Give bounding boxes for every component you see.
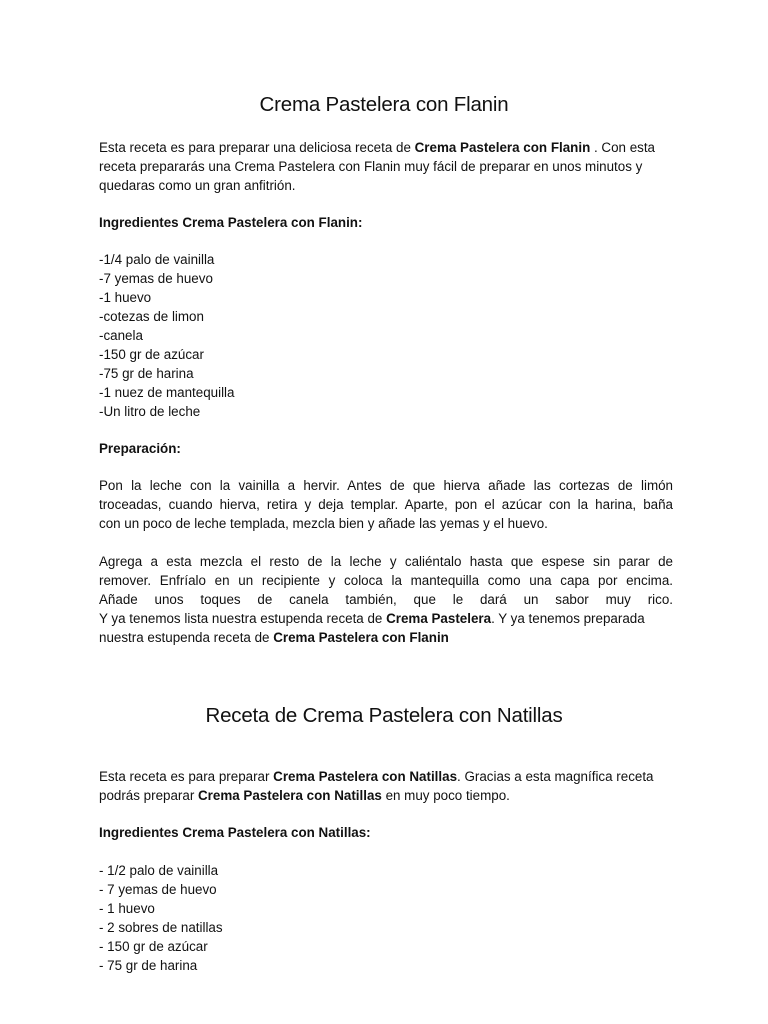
- recipe-1-intro: [99, 138, 673, 195]
- ingredient-item: - 1 huevo: [99, 901, 155, 916]
- ingredient-item: -canela: [99, 328, 143, 343]
- recipe-2-intro-line-2: podrás preparar Crema Pastelera con Natillas en muy poco tiempo.: [99, 788, 510, 803]
- ingredient-item: - 7 yemas de huevo: [99, 882, 217, 897]
- ingredient-item: -1/4 palo de vainilla: [99, 252, 215, 267]
- ingredient-item: -75 gr de harina: [99, 366, 194, 381]
- recipe-1-prep-line-5: nuestra estupenda receta de Crema Pastelera con Flanin: [99, 630, 449, 645]
- recipe-2-ingredients-list: [99, 861, 223, 975]
- recipe-1-prep-paragraph-2: Agrega a esta mezcla el resto de la leche y caliéntalo hasta que espese sin parar de remover. Enfríalo en un recipiente y coloca la mantequilla como una capa por encima. Añade unos toques de canela también, que le dará un sabor muy rico. Y ya tenemos lista nuestra estupenda receta de Crema Pastelera. Y ya tenemos preparada nuestra estupenda receta de Crema Pastelera con Flanin: [99, 554, 673, 645]
- ingredient-item: -cotezas de limon: [99, 309, 204, 324]
- ingredient-item: -Un litro de leche: [99, 404, 201, 419]
- ingredient-item: - 1/2 palo de vainilla: [99, 863, 219, 878]
- recipe-1-ingredients-heading: Ingredientes Crema Pastelera con Flanin:: [99, 215, 363, 230]
- recipe-2-intro: [99, 767, 673, 805]
- recipe-2-intro-line-1: Esta receta es para preparar Crema Pastelera con Natillas. Gracias a esta magnífica receta: [99, 769, 654, 784]
- ingredient-item: - 150 gr de azúcar: [99, 939, 208, 954]
- recipe-1-ingredients-list: [99, 250, 234, 421]
- recipe-1-prep-line-4: Y ya tenemos lista nuestra estupenda receta de Crema Pastelera. Y ya tenemos preparada: [99, 611, 645, 626]
- recipe-1-title: Crema Pastelera con Flanin: [259, 93, 509, 116]
- recipe-2-title: Receta de Crema Pastelera con Natillas: [205, 704, 563, 727]
- ingredient-item: - 75 gr de harina: [99, 958, 198, 973]
- recipe-1-intro-line-3: quedaras como un gran anfitrión.: [99, 178, 296, 193]
- ingredient-item: -1 nuez de mantequilla: [99, 385, 235, 400]
- recipe-1-prep-paragraph-1: Pon la leche con la vainilla a hervir. Antes de que hierva añade las cortezas de limón troceadas, cuando hierva, retira y deja templar. Aparte, pon el azúcar con la harina, baña con un poco de leche templada, mezcla bien y añade las yemas y el huevo.: [99, 478, 673, 531]
- ingredient-item: -150 gr de azúcar: [99, 347, 204, 362]
- recipe-2-ingredients-heading: Ingredientes Crema Pastelera con Natillas:: [99, 825, 371, 840]
- ingredient-item: -1 huevo: [99, 290, 152, 305]
- ingredient-item: - 2 sobres de natillas: [99, 920, 223, 935]
- recipe-1-intro-line-2: receta prepararás una Crema Pastelera con Flanin muy fácil de preparar en unos minutos y: [99, 159, 643, 174]
- recipe-1-intro-line-1: Esta receta es para preparar una deliciosa receta de Crema Pastelera con Flanin . Con esta: [99, 140, 656, 155]
- recipe-1-prep-heading: Preparación:: [99, 441, 181, 456]
- ingredient-item: -7 yemas de huevo: [99, 271, 213, 286]
